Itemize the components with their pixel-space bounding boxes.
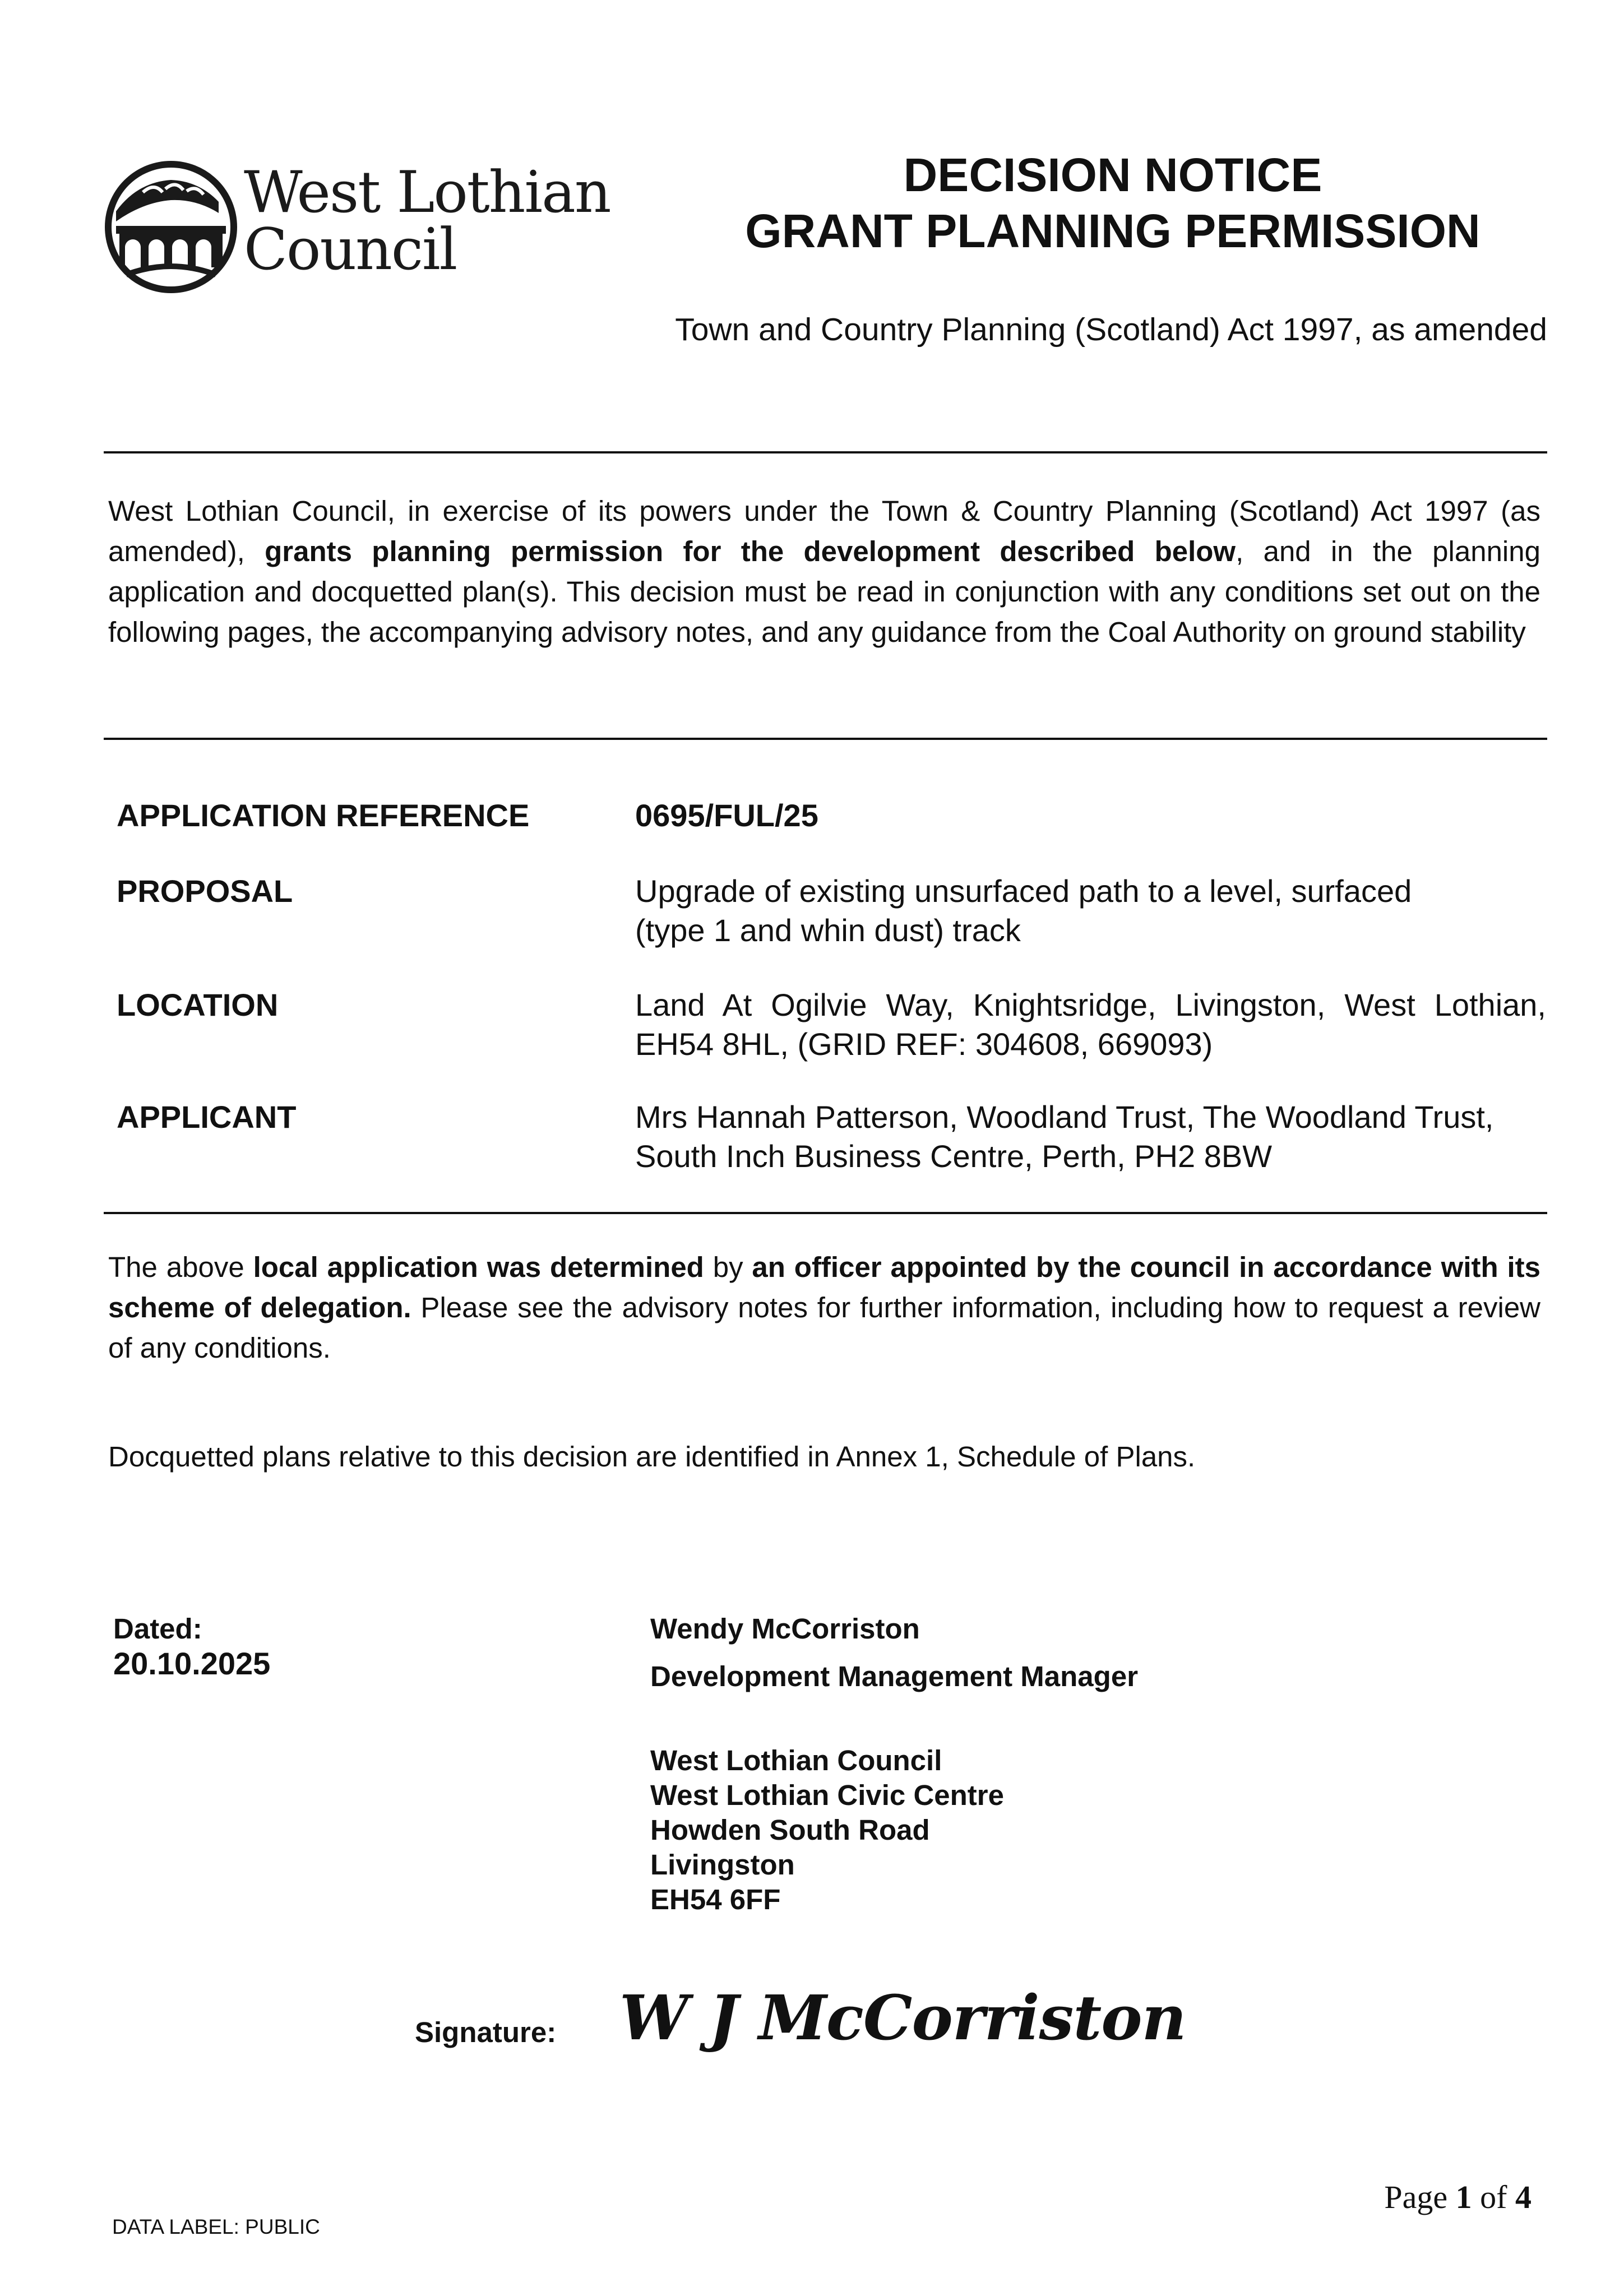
docquetted-plans-note: Docquetted plans relative to this decision are identified in Annex 1, Schedule of Plans. <box>108 1441 1196 1473</box>
data-label: DATA LABEL: PUBLIC <box>112 2215 320 2238</box>
location-value-line-1: Land At Ogilvie Way, Knightsridge, Livingston, West Lothian, <box>635 987 1546 1022</box>
application-reference-value: 0695/FUL/25 <box>635 798 818 833</box>
page-number <box>1384 2178 1532 2217</box>
divider-details-bottom <box>104 1212 1547 1214</box>
council-logo-wordmark <box>244 159 610 283</box>
signature-label: Signature: <box>415 2016 557 2048</box>
location-value-line-2: EH54 8HL, (GRID REF: 304608, 669093) <box>635 1026 1213 1062</box>
proposal-label: PROPOSAL <box>117 873 293 909</box>
title-decision-notice: DECISION NOTICE <box>903 149 1322 201</box>
address-line: Livingston <box>650 1849 795 1881</box>
page-word: Page <box>1384 2179 1448 2215</box>
address-line: Howden South Road <box>650 1814 930 1846</box>
decision-date: 20.10.2025 <box>113 1646 271 1681</box>
officer-name: Wendy McCorriston <box>650 1613 920 1645</box>
council-logo <box>104 160 614 294</box>
intro-text-1: West Lothian Council, in exercise of its powers under the Town & Country Planning (Scotland) Act 1997 (as amended), <box>108 495 1540 567</box>
divider-details-top <box>104 738 1547 740</box>
address-line: EH54 6FF <box>650 1883 781 1915</box>
title-grant-planning-permission: GRANT PLANNING PERMISSION <box>745 205 1480 257</box>
page-of: of <box>1480 2179 1507 2215</box>
proposal-value-line-2: (type 1 and whin dust) track <box>635 913 1021 948</box>
intro-text-bold: grants planning permission for the development described below <box>265 535 1236 567</box>
applicant-label: APPLICANT <box>117 1099 297 1135</box>
act-reference: Town and Country Planning (Scotland) Act 1997, as amended <box>675 312 1547 348</box>
determination-paragraph <box>108 1247 1540 1368</box>
handwritten-signature: W J McCorriston <box>619 1982 1186 2054</box>
viaduct-emblem-icon <box>104 160 238 294</box>
logo-line-1: West Lothian <box>244 159 610 226</box>
applicant-value-line-1: Mrs Hannah Patterson, Woodland Trust, The Woodland Trust, <box>635 1099 1494 1135</box>
page-total: 4 <box>1515 2179 1532 2215</box>
address-line: West Lothian Council <box>650 1744 942 1776</box>
determination-text-2: by <box>704 1251 752 1283</box>
determination-bold-1: local application was determined <box>253 1251 704 1283</box>
council-address <box>650 1743 1004 1917</box>
page-current: 1 <box>1455 2179 1472 2215</box>
determination-bold-2: an officer appointed by the council in accordance with its scheme of delegation. <box>108 1251 1540 1323</box>
location-label: LOCATION <box>117 987 279 1022</box>
proposal-value-line-1: Upgrade of existing unsurfaced path to a level, surfaced <box>635 873 1412 909</box>
divider-top <box>104 451 1547 453</box>
address-line: West Lothian Civic Centre <box>650 1779 1005 1811</box>
determination-text-3: Please see the advisory notes for further information, including how to request a review of any conditions. <box>108 1292 1541 1364</box>
intro-text-2: , and in the planning application and docquetted plan(s). This decision must be read in conjunction with any conditions set out on the following pages, the accompanying advisory notes, and any guidance from the Coal Authority on ground stability <box>108 535 1540 648</box>
dated-label: Dated: <box>113 1613 202 1645</box>
logo-line-2: Council <box>244 216 457 283</box>
intro-paragraph <box>108 491 1540 652</box>
application-reference-label: APPLICATION REFERENCE <box>117 798 530 833</box>
applicant-value-line-2: South Inch Business Centre, Perth, PH2 8BW <box>635 1138 1273 1174</box>
officer-title: Development Management Manager <box>650 1660 1139 1692</box>
determination-text-1: The above <box>108 1251 253 1283</box>
